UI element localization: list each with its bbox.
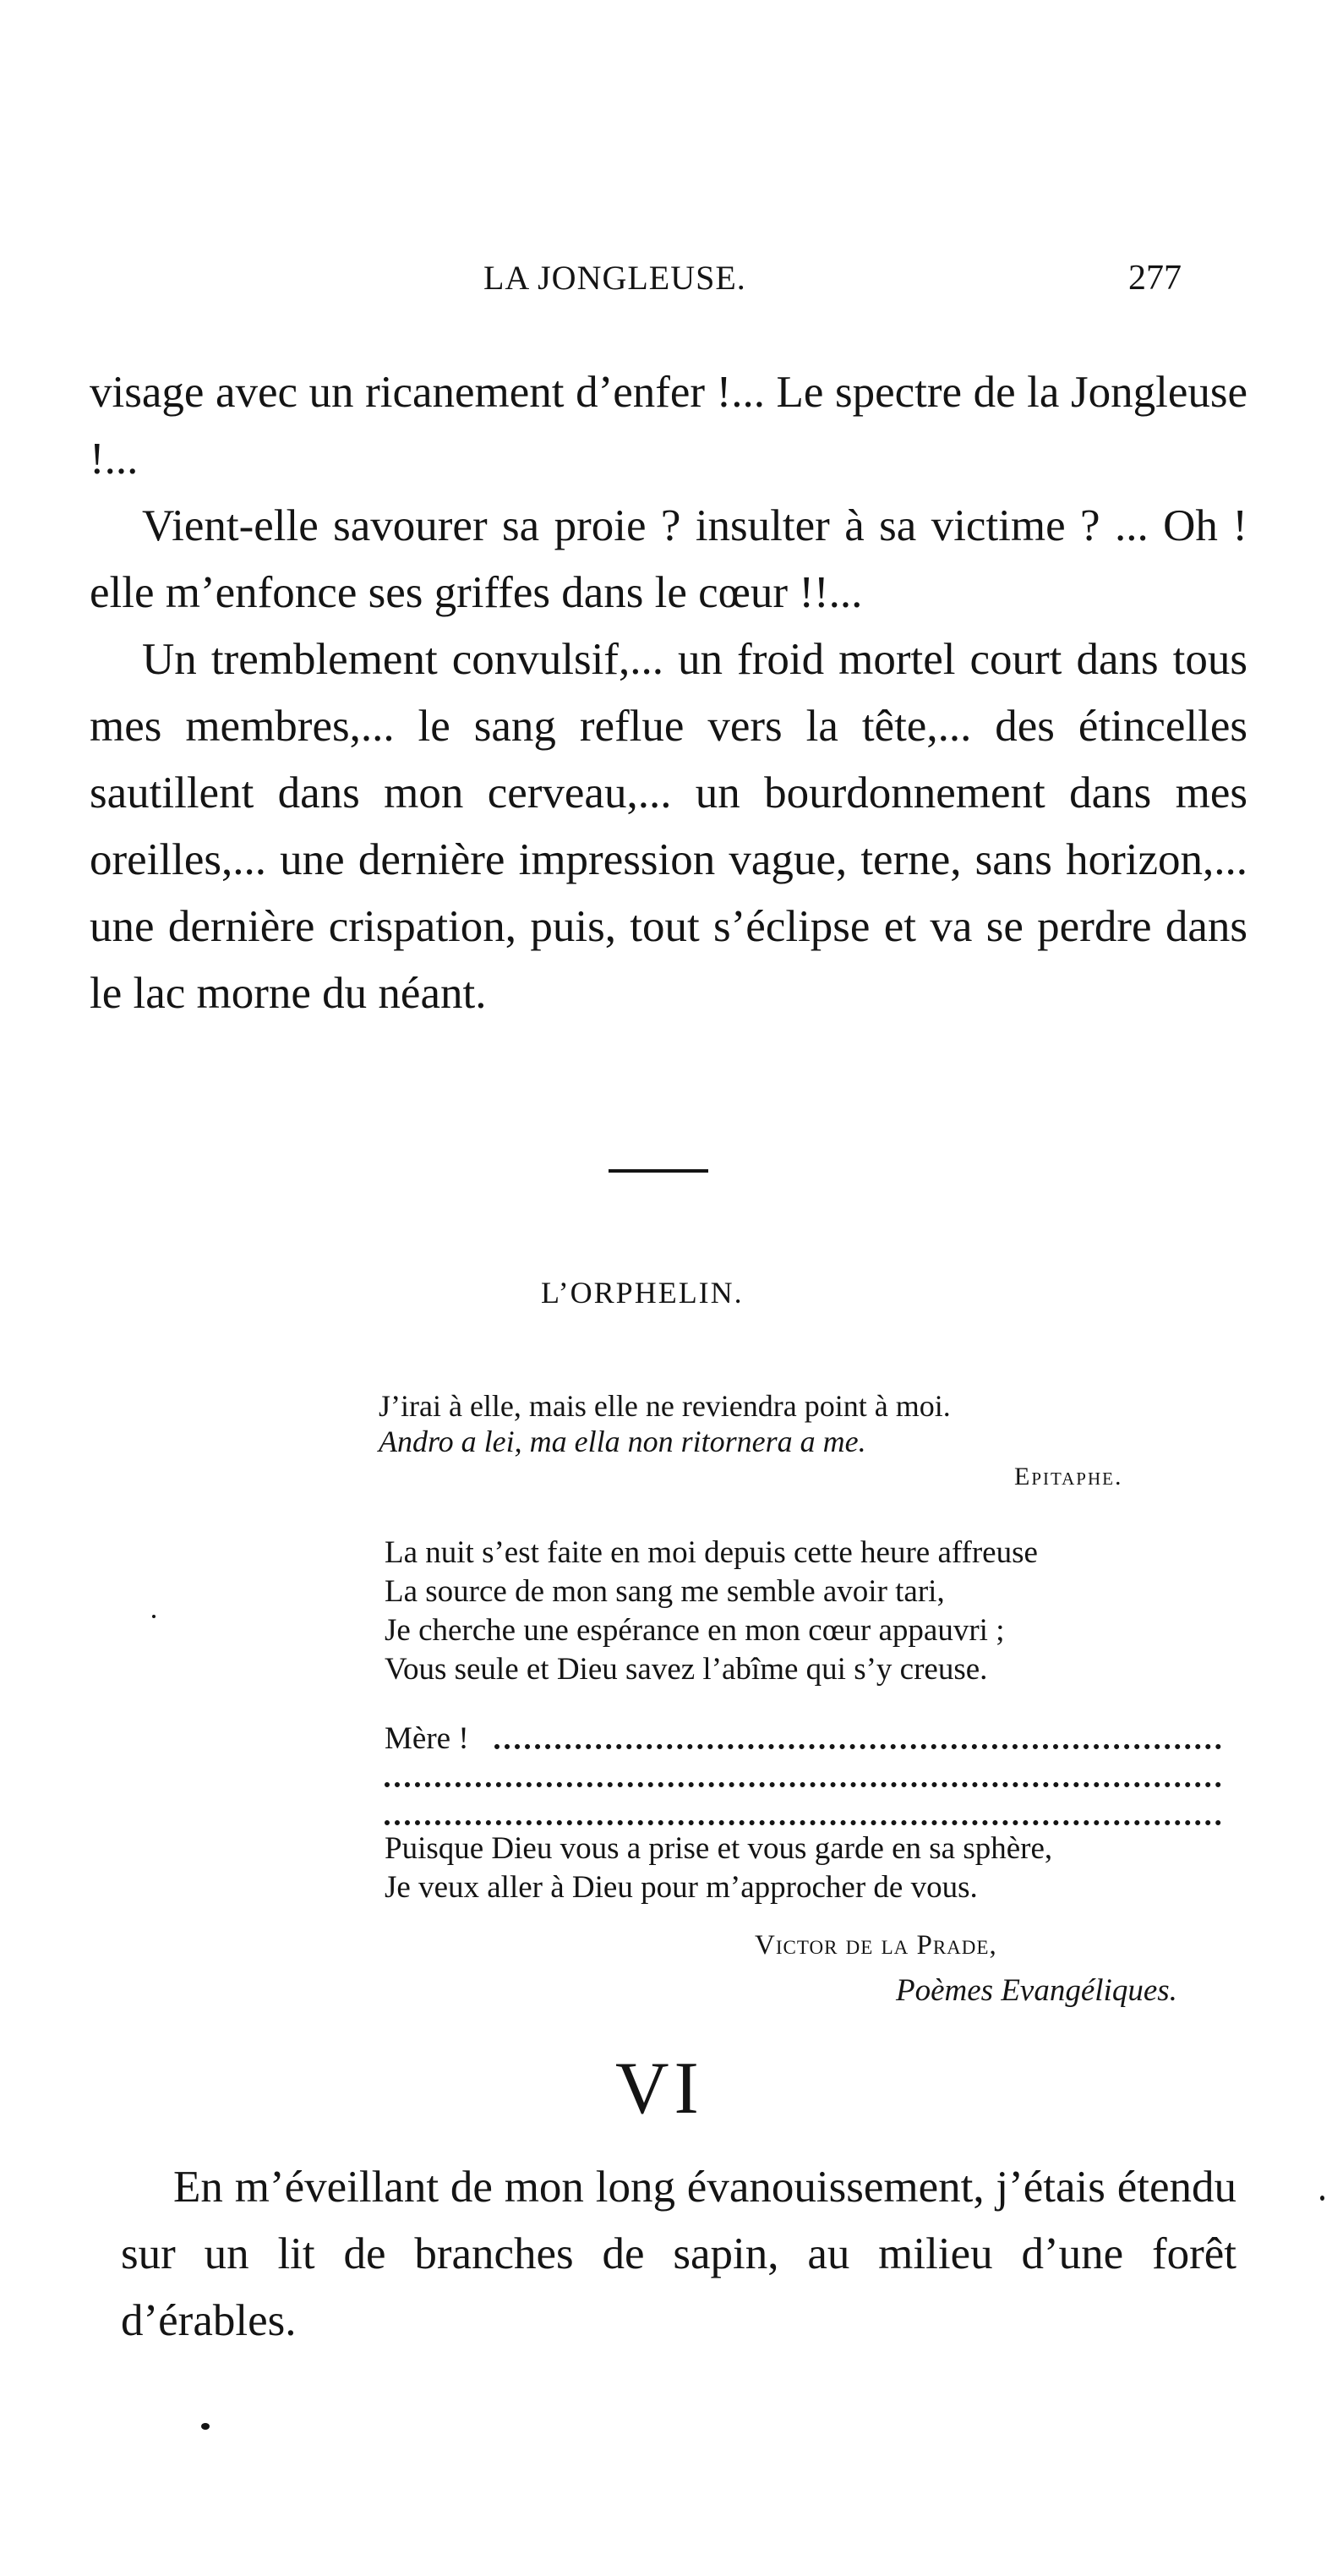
section-separator — [609, 1169, 708, 1173]
poem-title: L’ORPHELIN. — [541, 1276, 744, 1310]
chapter-heading: VI — [615, 2048, 704, 2130]
ink-speck — [152, 1615, 156, 1618]
ellipsis-dots — [385, 1775, 1221, 1787]
verse-line: Vous seule et Dieu savez l’abîme qui s’y creuse. — [385, 1652, 988, 1687]
chapter-prose — [121, 2154, 1236, 2354]
epigraph-line-italian: Andro a lei, ma ella non ritornera a me. — [379, 1425, 866, 1458]
verse-line: La nuit s’est faite en moi depuis cette heure affreuse — [385, 1535, 1038, 1570]
page-number: 277 — [1128, 259, 1182, 298]
ink-speck — [201, 2423, 210, 2430]
running-title: LA JONGLEUSE. — [483, 259, 746, 297]
prose-paragraph: visage avec un ricanement d’enfer !... Le spectre de la Jongleuse !... — [90, 368, 1247, 484]
attribution-author: Victor de la Prade, — [755, 1930, 997, 1961]
ellipsis-dots — [385, 1813, 1221, 1825]
main-prose — [90, 359, 1247, 1027]
epigraph-line: J’irai à elle, mais elle ne reviendra point à moi. — [379, 1389, 951, 1423]
verse-line: Je cherche une espérance en mon cœur appauvri ; — [385, 1613, 1005, 1648]
chapter-paragraph: En m’éveillant de mon long évanouissement, j’étais étendu sur un lit de branches de sapin, au milieu d’une forêt d’érables. — [121, 2163, 1236, 2345]
verse-line-interrupted: Mère ! — [385, 1721, 469, 1756]
attribution-work: Poèmes Evangéliques. — [896, 1973, 1177, 2008]
prose-paragraph: Un tremblement convulsif,... un froid mortel court dans tous mes membres,... le sang reflue vers la tête,... des étincelles sautillent dans mon cerveau,... un bourdonnement dans mes oreilles,... une dernière impression vague, terne, sans horizon,... une dernière crispation, puis, tout s’éclipse et va se perdre dans le lac morne du néant. — [90, 635, 1247, 1018]
epigraph-source: Epitaphe. — [1014, 1463, 1123, 1490]
verse-line: Je veux aller à Dieu pour m’approcher de vous. — [385, 1870, 978, 1905]
ellipsis-dots — [494, 1737, 1221, 1749]
verse-line: La source de mon sang me semble avoir tari, — [385, 1574, 945, 1609]
verse-line: Puisque Dieu vous a prise et vous garde en sa sphère, — [385, 1831, 1053, 1866]
prose-paragraph: Vient-elle savourer sa proie ? insulter à sa victime ? ... Oh ! elle m’enfonce ses griffes dans le cœur !!... — [90, 501, 1247, 617]
ink-speck — [1320, 2196, 1324, 2201]
